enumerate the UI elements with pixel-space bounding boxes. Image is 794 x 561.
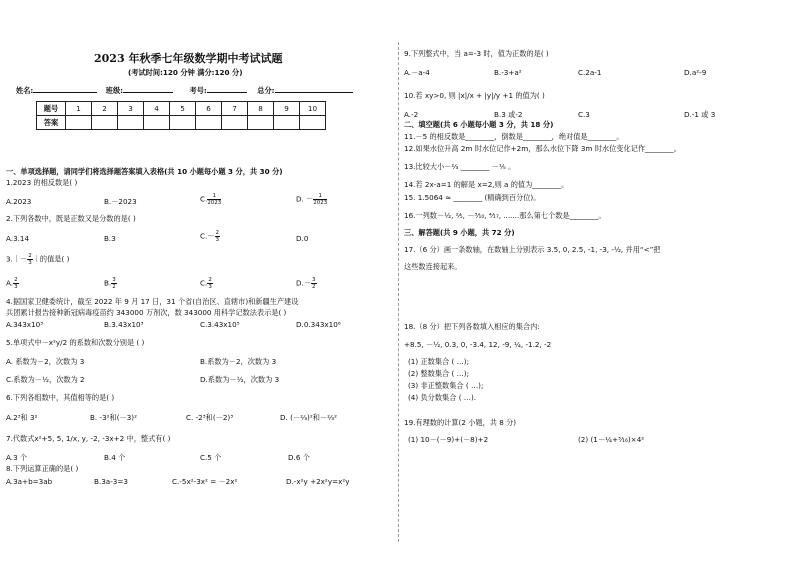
- q3-option-b: B. $\frac{3}{2}$: [104, 277, 116, 290]
- q4-line2: 兵团累计报告接种新冠病毒疫苗约 343000 万剂次，数 343000 用科学记数法表示是( ): [6, 308, 287, 317]
- q4-option-d: D.0.343x10⁶: [296, 320, 341, 329]
- q5-option-a: A. 系数为－2，次数为 3: [6, 357, 85, 366]
- q5-option-b: B.系数为－2，次数为 3: [200, 357, 277, 366]
- q10-option-d: D.-1 或 3: [684, 110, 716, 119]
- table-cell: 9: [274, 102, 300, 116]
- table-cell: 6: [196, 102, 222, 116]
- q5-stem: 5.单项式中－x²y/2 的系数和次数分别是 ( ): [6, 338, 145, 347]
- name-label: 姓名:: [16, 86, 34, 95]
- answer-cell[interactable]: [144, 116, 170, 130]
- answer-cell[interactable]: [196, 116, 222, 130]
- q2-stem: 2.下列各数中，既是正数又是分数的是( ): [6, 214, 136, 223]
- q6-option-c: C. -2³和(－2)³: [186, 413, 234, 422]
- q2-option-b: B.3: [104, 234, 116, 243]
- q1-option-d: D. － $\frac{1}{2023}$: [296, 193, 328, 206]
- q5-option-d: D.系数为－½，次数为 3: [200, 375, 280, 384]
- exam-title: 2023 年秋季七年级数学期中考试试题: [94, 52, 283, 65]
- q6-option-b: B. -3²和(－3)²: [90, 413, 137, 422]
- q6-stem: 6.下列各组数中，其值相等的是( ): [6, 393, 115, 402]
- answer-cell[interactable]: [170, 116, 196, 130]
- q3-stem: 3.｜－ $\frac{2}{3}$ ｜的值是( ): [6, 253, 70, 266]
- q3-option-c: C. $\frac{2}{3}$: [200, 277, 212, 290]
- q2-option-d: D.0: [296, 234, 309, 243]
- q19-stem: 19.有理数的计算(2 小题，共 8 分): [404, 418, 517, 427]
- q1-option-c: C. $\frac{1}{2023}$: [200, 193, 222, 206]
- q1-option-b: B.－2023: [104, 197, 137, 206]
- table-cell: 题号: [37, 102, 66, 116]
- q10-stem: 10.若 xy>0, 则 |x|/x + |y|/y +1 的值为( ): [404, 91, 545, 100]
- q18-set-negative-fraction: (4) 负分数集合 ( …).: [408, 393, 477, 402]
- answer-cell[interactable]: [300, 116, 326, 130]
- table-cell: 1: [66, 102, 92, 116]
- q9-stem: 9.下列整式中，当 a=-3 时，值为正数的是( ): [404, 49, 549, 58]
- q1-stem: 1.2023 的相反数是( ): [6, 178, 78, 187]
- q7-option-b: B.4 个: [104, 453, 126, 462]
- section1-heading: 一、单项选择题，请同学们将选择题答案填入表格(共 10 小题每小题 3 分，共 30 分): [6, 167, 283, 176]
- answer-cell[interactable]: [222, 116, 248, 130]
- answer-cell[interactable]: [248, 116, 274, 130]
- answer-cell[interactable]: [92, 116, 118, 130]
- q2-option-a: A.3.14: [6, 234, 30, 243]
- answer-table-answer-row: [37, 116, 326, 130]
- q8-option-d: D.-x²y +2x²y=x²y: [286, 477, 350, 486]
- score-field[interactable]: [275, 85, 353, 93]
- class-field[interactable]: [123, 85, 173, 93]
- answer-table: [36, 101, 326, 130]
- q7-option-d: D.6 个: [288, 453, 310, 462]
- table-cell: 2: [92, 102, 118, 116]
- q2-option-c: C.－ $\frac{2}{3}$: [200, 230, 219, 243]
- q9-option-b: B.-3+a²: [494, 68, 522, 77]
- answer-table-header-row: [37, 102, 326, 116]
- section2-heading: 二、填空题(共 6 小题每小题 3 分，共 18 分): [404, 120, 554, 129]
- class-label: 班级:: [105, 86, 124, 95]
- q4-option-c: C.3.43x10⁵: [200, 320, 240, 329]
- q3-option-a: A. $\frac{2}{3}$: [6, 277, 18, 290]
- answer-cell[interactable]: [274, 116, 300, 130]
- q1-option-a: A.2023: [6, 197, 32, 206]
- q10-option-b: B.3 或-2: [494, 110, 523, 119]
- q12: 12.如果水位升高 2m 时水位记作+2m，那么水位下降 3m 时水位变化记作________。: [404, 144, 681, 153]
- section3-heading: 三、解答题(共 9 小题，共 72 分): [404, 228, 515, 237]
- q11: 11.－5 的相反数是________，倒数是________，绝对值是________。: [404, 132, 624, 141]
- q17-line1: 17.（6 分）画一条数轴，在数轴上分别表示 3.5, 0, 2.5, -1, -3, -½, 并用“<”把: [404, 245, 661, 254]
- table-cell: 7: [222, 102, 248, 116]
- id-field[interactable]: [207, 85, 247, 93]
- q15: 15. 1.5064 ≈ ________ (精确到百分位)。: [404, 193, 541, 202]
- answer-cell[interactable]: [118, 116, 144, 130]
- q10-option-a: A.-2: [404, 110, 419, 119]
- q18-set-integer: (2) 整数集合 ( …);: [408, 369, 470, 378]
- q5-option-c: C.系数为－½，次数为 2: [6, 375, 85, 384]
- q9-option-d: D.a²-9: [684, 68, 707, 77]
- q3-option-d: D.－ $\frac{3}{2}$: [296, 277, 316, 290]
- q9-option-c: C.2a-1: [578, 68, 602, 77]
- q4-option-b: B.3.43x10³: [104, 320, 144, 329]
- student-info-row: [16, 85, 353, 95]
- id-label: 考号:: [189, 86, 207, 95]
- q8-option-a: A.3a+b=3ab: [6, 477, 53, 486]
- q6-option-a: A.2³和 3²: [6, 413, 38, 422]
- score-label: 总分:: [257, 86, 275, 95]
- q14: 14.若 2x-a=1 的解是 x=2,则 a 的值为________。: [404, 180, 569, 189]
- q13: 13.比较大小－⅔ ________ －⅕ 。: [404, 162, 516, 171]
- q4-option-a: A.343x10³: [6, 320, 44, 329]
- table-cell: 4: [144, 102, 170, 116]
- q19-part2: (2) (1－¼+³⁄₁₆)×4²: [578, 435, 645, 444]
- q18-set-nonpositive-integer: (3) 非正整数集合 ( …);: [408, 381, 484, 390]
- q10-option-c: C.3: [578, 110, 590, 119]
- table-cell: 5: [170, 102, 196, 116]
- table-cell: 10: [300, 102, 326, 116]
- q19-part1: (1) 10－(－9)+(－8)+2: [408, 435, 489, 444]
- q6-option-d: D. (－⅔)²和－⅔²: [280, 413, 337, 422]
- q7-stem: 7.代数式x²+5, 5, 1/x, y, -2, -3x+2 中，整式有( ): [6, 434, 171, 443]
- column-divider: [398, 42, 399, 542]
- q8-option-c: C.-5x²-3x² = －2x²: [172, 477, 238, 486]
- table-cell: 答案: [37, 116, 66, 130]
- table-cell: 8: [248, 102, 274, 116]
- q18-numbers: +8.5, －½, 0.3, 0, -3.4, 12, -9, ¼, -1.2, -2: [404, 340, 552, 349]
- q17-line2: 这些数连接起来。: [404, 262, 462, 271]
- table-cell: 3: [118, 102, 144, 116]
- answer-cell[interactable]: [66, 116, 92, 130]
- q8-stem: 8.下列运算正确的是( ): [6, 464, 79, 473]
- q9-option-a: A.－a-4: [404, 68, 430, 77]
- q4-line1: 4.据国家卫健委统计，截至 2022 年 9 月 17 日，31 个省(自治区、直辖市)和新疆生产建设: [6, 297, 299, 306]
- q18-set-positive: (1) 正数集合 ( …);: [408, 357, 470, 366]
- name-field[interactable]: [33, 85, 97, 93]
- q18-stem: 18.（8 分）把下列各数填入相应的集合内:: [404, 322, 540, 331]
- q16: 16.一列数－½, ²⁄₅, －³⁄₁₀, ⁴⁄₁₇, .......那么第七个数是________。: [404, 211, 606, 220]
- q7-option-a: A.3 个: [6, 453, 28, 462]
- exam-subtitle: (考试时间:120 分钟 满分:120 分): [128, 68, 243, 77]
- q7-option-c: C.5 个: [200, 453, 222, 462]
- q8-option-b: B.3a-3=3: [94, 477, 128, 486]
